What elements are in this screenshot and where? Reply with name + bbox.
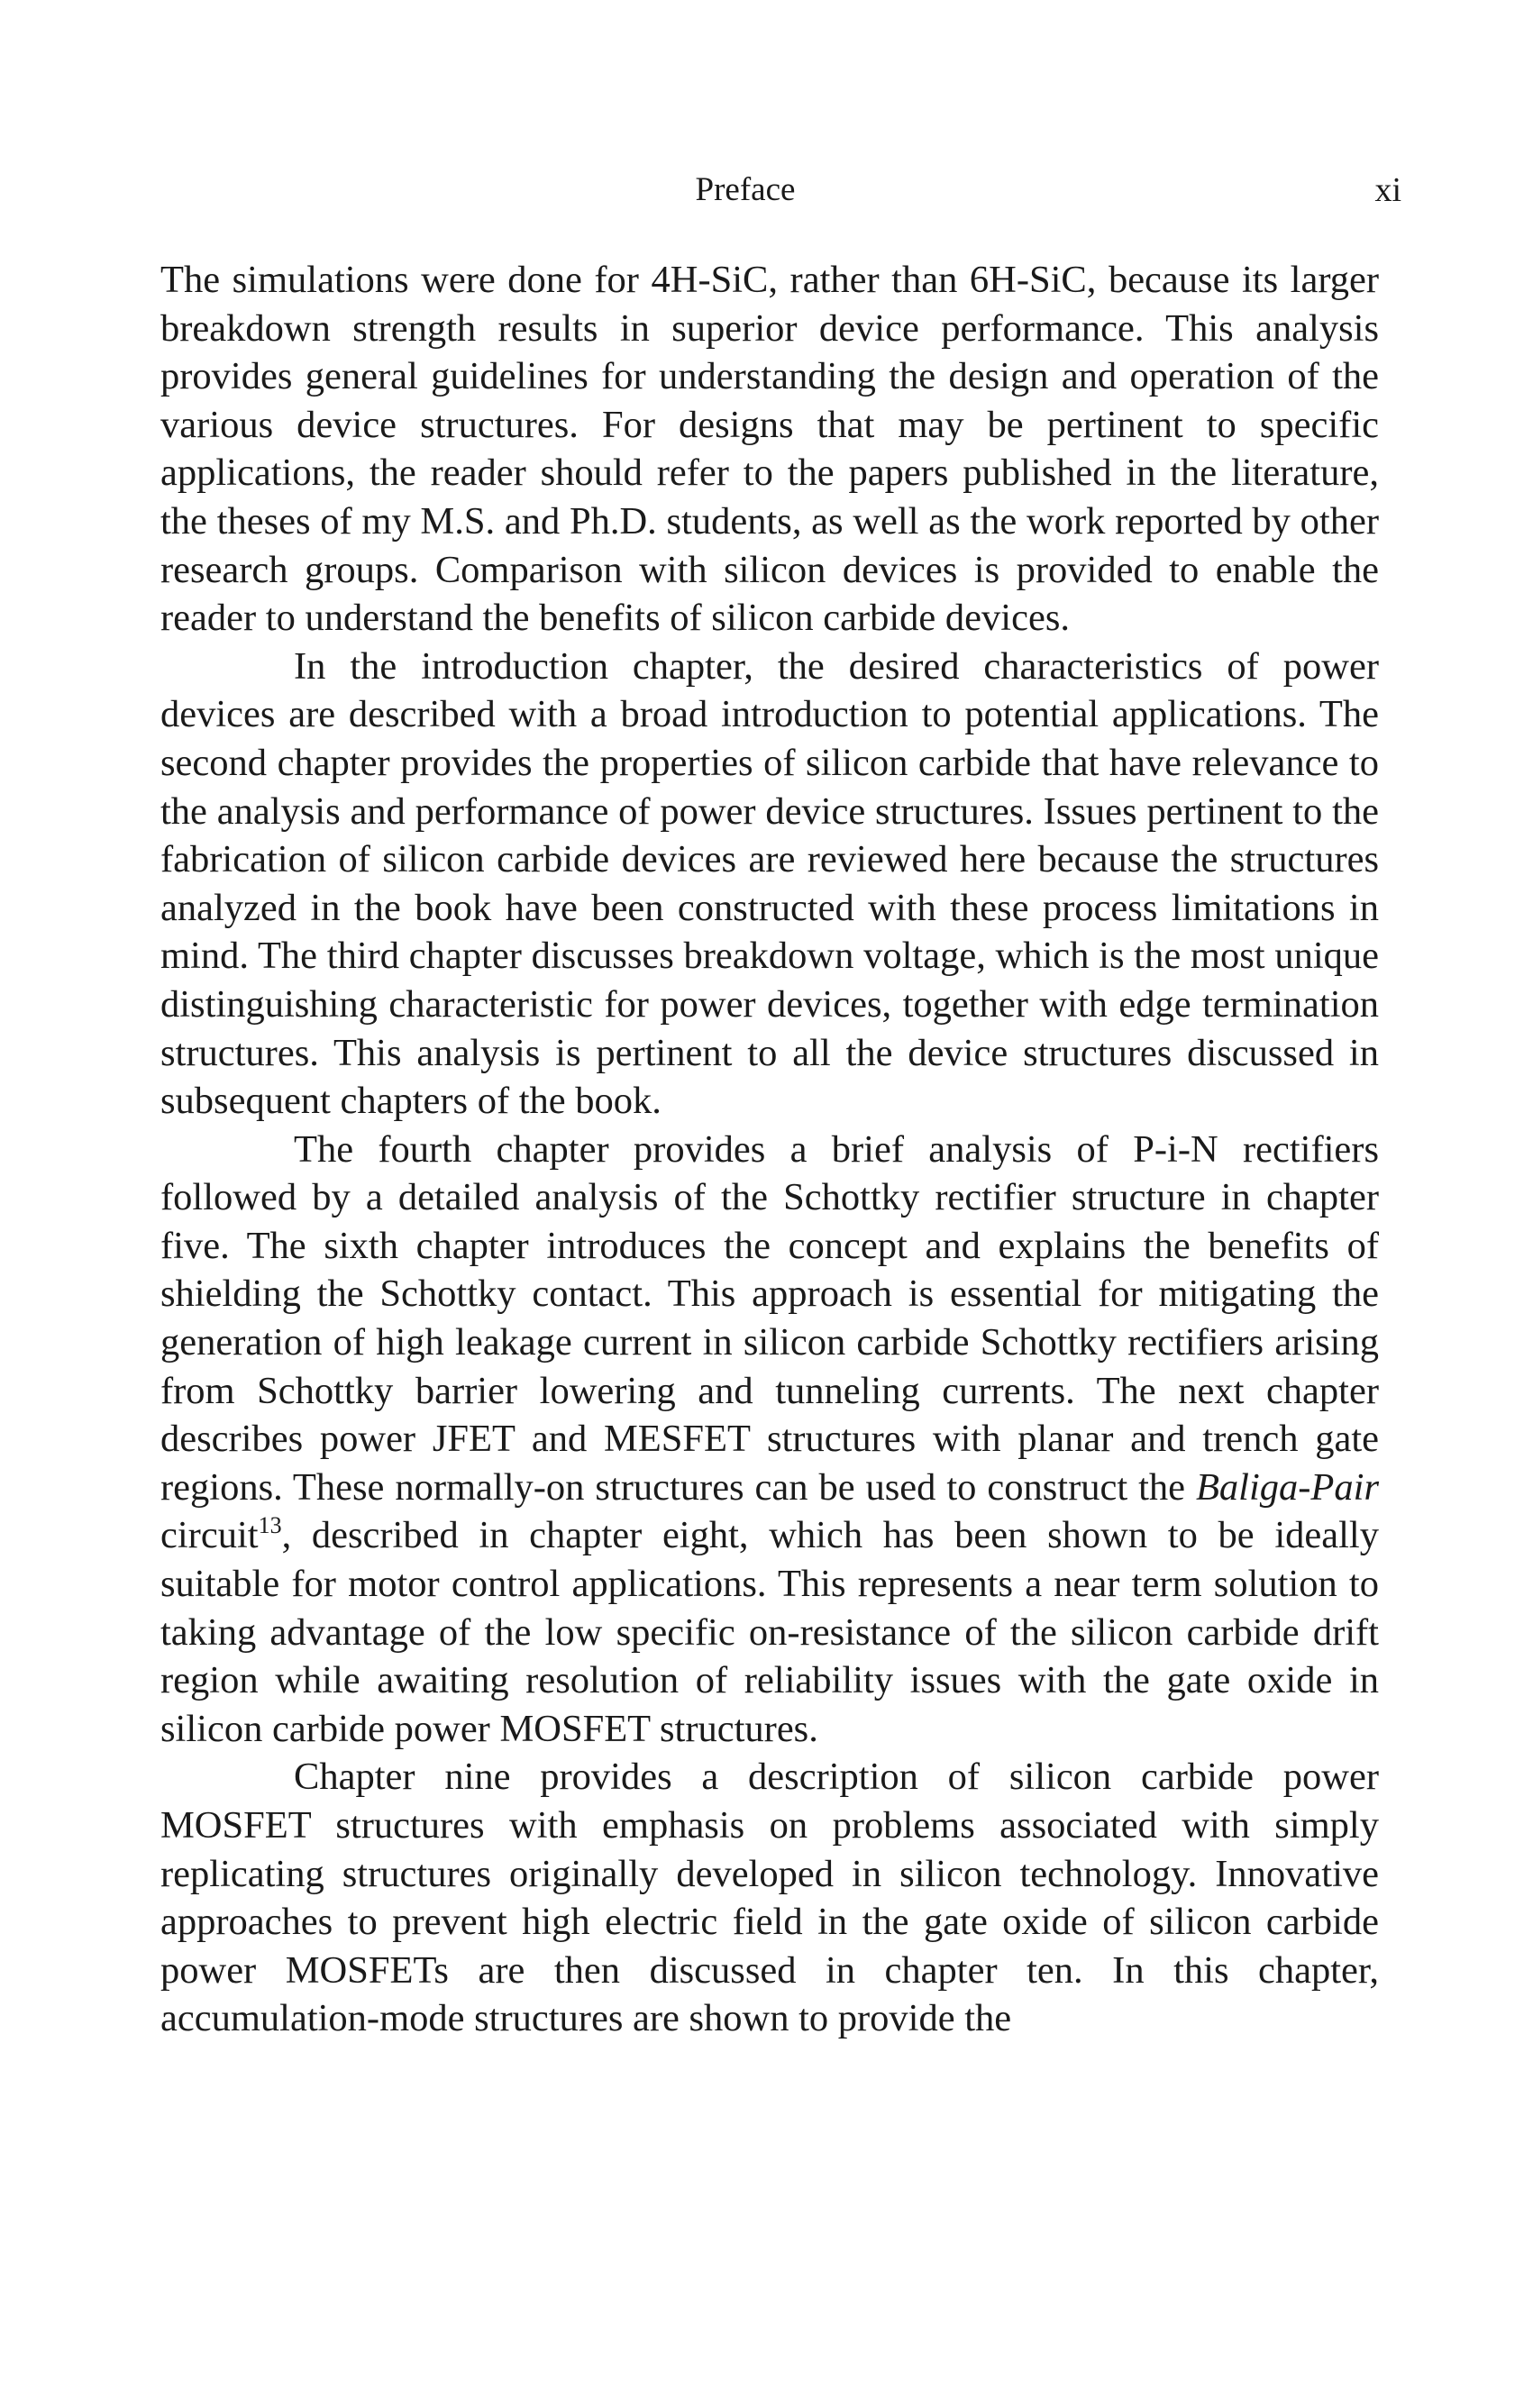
paragraph-fourth-chapter [160,1126,1379,1754]
paragraph-simulations: The simulations were done for 4H-SiC, rather than 6H-SiC, because its larger breakdown strength results in superior device performance. This analysis provides general guidelines for understanding the design and operation of the various device structures. For designs that may be pertinent to specific applications, the reader should refer to the papers published in the literature, the theses of my M.S. and Ph.D. students, as well as the work reported by other research groups. Comparison with silicon devices is provided to enable the reader to understand the benefits of silicon carbide devices. [160,259,1379,640]
paragraph-text-segment: , described in chapter eight, which has been shown to be ideally suitable for motor control applications. This represents a near term solution to taking advantage of the low specific on-resistance of the silicon carbide drift region while awaiting resolution of reliability issues with the gate oxide in silicon carbide power MOSFET structures. [160,1514,1379,1750]
paragraph-text-segment: circuit [160,1514,259,1557]
paragraph-text-segment: The fourth chapter provides a brief analysis of P-i-N rectifiers followed by a detailed analysis of the Schottky rectifier structure in chapter five. The sixth chapter introduces the concept and explains the benefits of shielding the Schottky contact. This approach is essential for mitigating the generation of high leakage current in silicon carbide Schottky rectifiers arising from Schottky barrier lowering and tunneling currents. The next chapter describes power JFET and MESFET structures with planar and trench gate regions. These normally-on structures can be used to construct the [160,1127,1379,1509]
body-text [160,256,1379,2043]
paragraph-introduction-chapter: In the introduction chapter, the desired characteristics of power devices are described with a broad introduction to potential applications. The second chapter provides the properties of silicon carbide that have relevance to the analysis and performance of power device structures. Issues pertinent to the fabrication of silicon carbide devices are reviewed here because the structures analyzed in the book have been constructed with these process limitations in mind. The third chapter discusses breakdown voltage, which is the most unique distinguishing characteristic for power devices, together with edge termination structures. This analysis is pertinent to all the device structures discussed in subsequent chapters of the book. [160,644,1379,1123]
page-number: xi [1374,171,1401,209]
italic-term: Baliga-Pair [1195,1465,1379,1509]
running-header [0,168,1533,213]
reference-superscript: 13 [258,1512,282,1539]
running-title: Preface [695,171,796,208]
paragraph-chapter-nine: Chapter nine provides a description of silicon carbide power MOSFET structures with emphasis on problems associated with simply replicating structures originally developed in silicon technology. Innovative approaches to prevent high electric field in the gate oxide of silicon carbide power MOSFETs are then discussed in chapter ten. In this chapter, accumulation-mode structures are shown to provide the [160,1756,1379,2040]
